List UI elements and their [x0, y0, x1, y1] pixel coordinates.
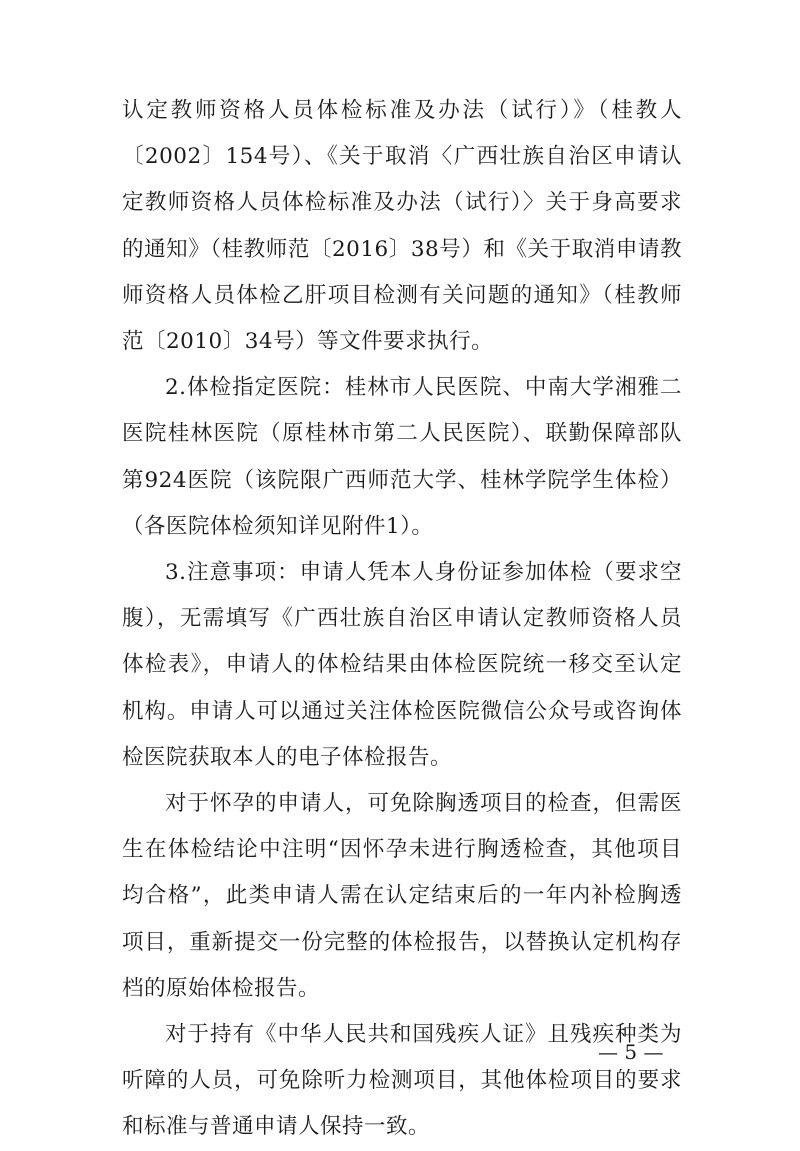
paragraph-continuation: 认定教师资格人员体检标准及办法（试行）》（桂教人〔2002〕154号）、《关于取消〈广西壮族自治区申请认定教师资格人员体检标准及办法（试行）〉关于身高要求的通知》（桂教师范〔2016〕38号）和《关于取消申请教师资格人员体检乙肝项目检测有关问题的通知》（桂教师范〔2010〕34号）等文件要求执行。 [122, 98, 682, 355]
paragraph-pregnant-applicants: 对于怀孕的申请人，可免除胸透项目的检查，但需医生在体检结论中注明“因怀孕未进行胸透检查，其他项目均合格”，此类申请人需在认定结束后的一年内补检胸透项目，重新提交一份完整的体检报告，以替换认定机构存档的原始体检报告。 [122, 791, 682, 1001]
paragraph-item-2-hospitals: 2.体检指定医院：桂林市人民医院、中南大学湘雅二医院桂林医院（原桂林市第二人民医院）、联勤保障部队第924医院（该院限广西师范大学、桂林学院学生体检）（各医院体检须知详见附件1）。 [122, 375, 682, 539]
paragraph-hearing-impaired: 对于持有《中华人民共和国残疾人证》且残疾种类为听障的人员，可免除听力检测项目，其他体检项目的要求和标准与普通申请人保持一致。 [122, 1022, 682, 1140]
page-number: — 5 — [598, 1040, 664, 1064]
paragraph-item-3-notes: 3.注意事项：申请人凭本人身份证参加体检（要求空腹），无需填写《广西壮族自治区申请认定教师资格人员体检表》，申请人的体检结果由体检医院统一移交至认定机构。申请人可以通过关注体检医院微信公众号或咨询体检医院获取本人的电子体检报告。 [122, 560, 682, 770]
body-text [122, 88, 682, 1151]
